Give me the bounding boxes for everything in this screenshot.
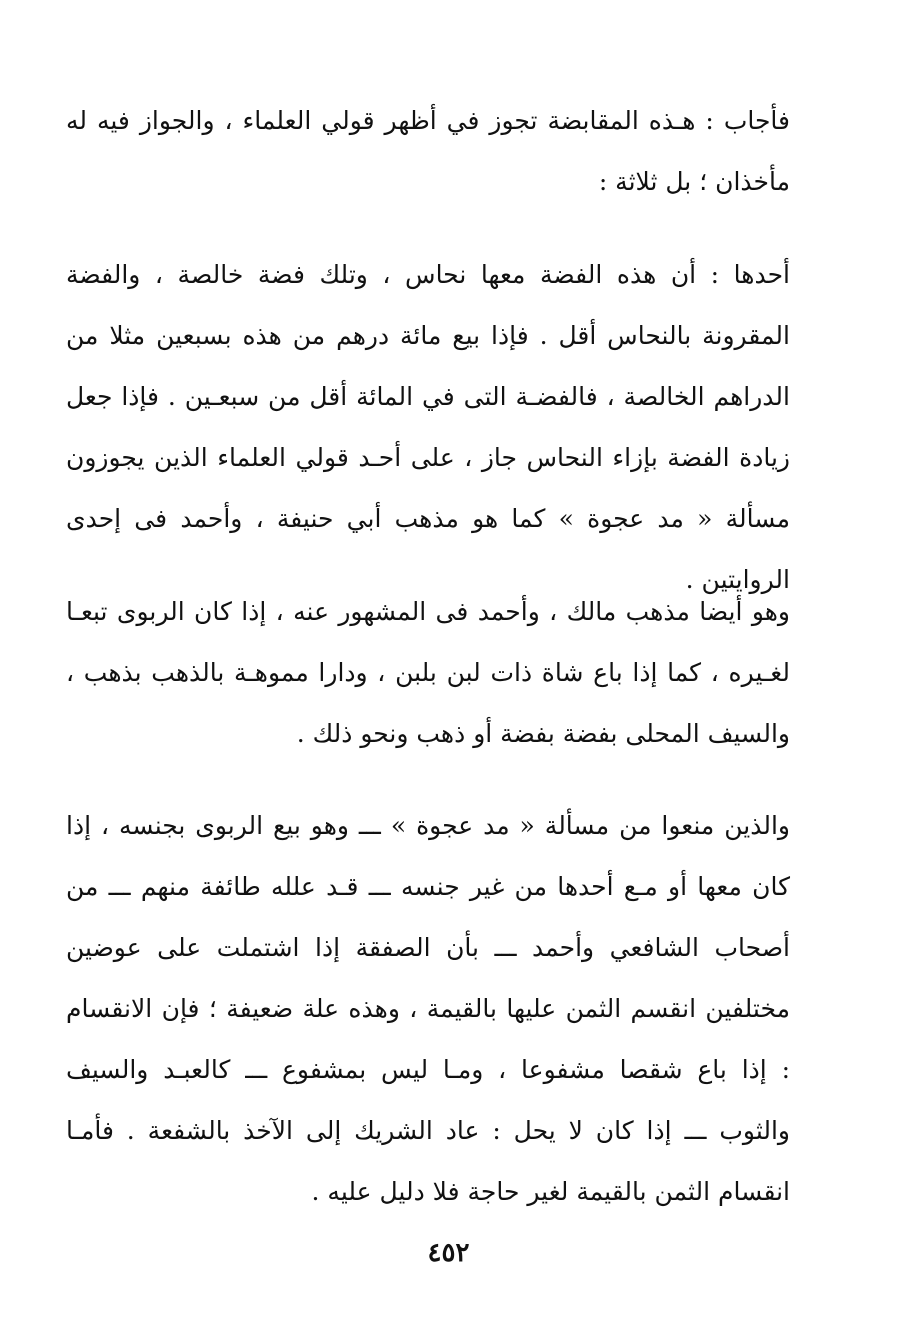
paragraph-mad-ajwa: والذين منعوا من مسألة « مد عجوة » ـــ وهو بيع الربوى بجنسه ، إذا كان معها أو مـع أحدها من غير جنسه ـــ قـد علله طائفة منهم ـــ من أصحاب الشافعي وأحمد ـــ بأن الصفقة إذا اشتملت على عوضين مختلفين انقسم الثمن عليها بالقيمة ، وهذه علة ضعيفة ؛ فإن الانقسام : إذا باع شقصا مشفوعا ، ومـا ليس بمشفوع ـــ كالعبـد والسيف والثوب ـــ إذا كان لا يحل : عاد الشريك إلى الآخذ بالشفعة . فأمـا انقسام الثمن بالقيمة لغير حاجة فلا دليل عليه . (66, 811, 790, 1206)
paragraph-answer: فأجاب : هـذه المقابضة تجوز في أظهر قولي العلماء ، والجواز فيه له مأخذان ؛ بل ثلاثة : (66, 106, 790, 196)
page-number: ٤٥٢ (427, 1238, 470, 1268)
paragraph-first-reason: أحدها : أن هذه الفضة معها نحاس ، وتلك فضة خالصة ، والفضة المقرونة بالنحاس أقل . فإذا بيع مائة درهم من هذه بسبعين مثلا من الدراهم الخالصة ، فالفضـة التى في المائة أقل من سبعـين . فإذا جعل زيادة الفضة بإزاء النحاس جاز ، على أحـد قولي العلماء الذين يجوزون مسألة « مد عجوة » كما هو مذهب أبي حنيفة ، وأحمد فى إحدى الروايتين . (66, 260, 790, 594)
paragraph-malik-view: وهو أيضا مذهب مالك ، وأحمد فى المشهور عنه ، إذا كان الربوى تبعـا لغـيره ، كما إذا باع شاة ذات لبن بلبن ، ودارا مموهـة بالذهب بذهب ، والسيف المحلى بفضة بفضة أو ذهب ونحو ذلك . (66, 597, 790, 748)
